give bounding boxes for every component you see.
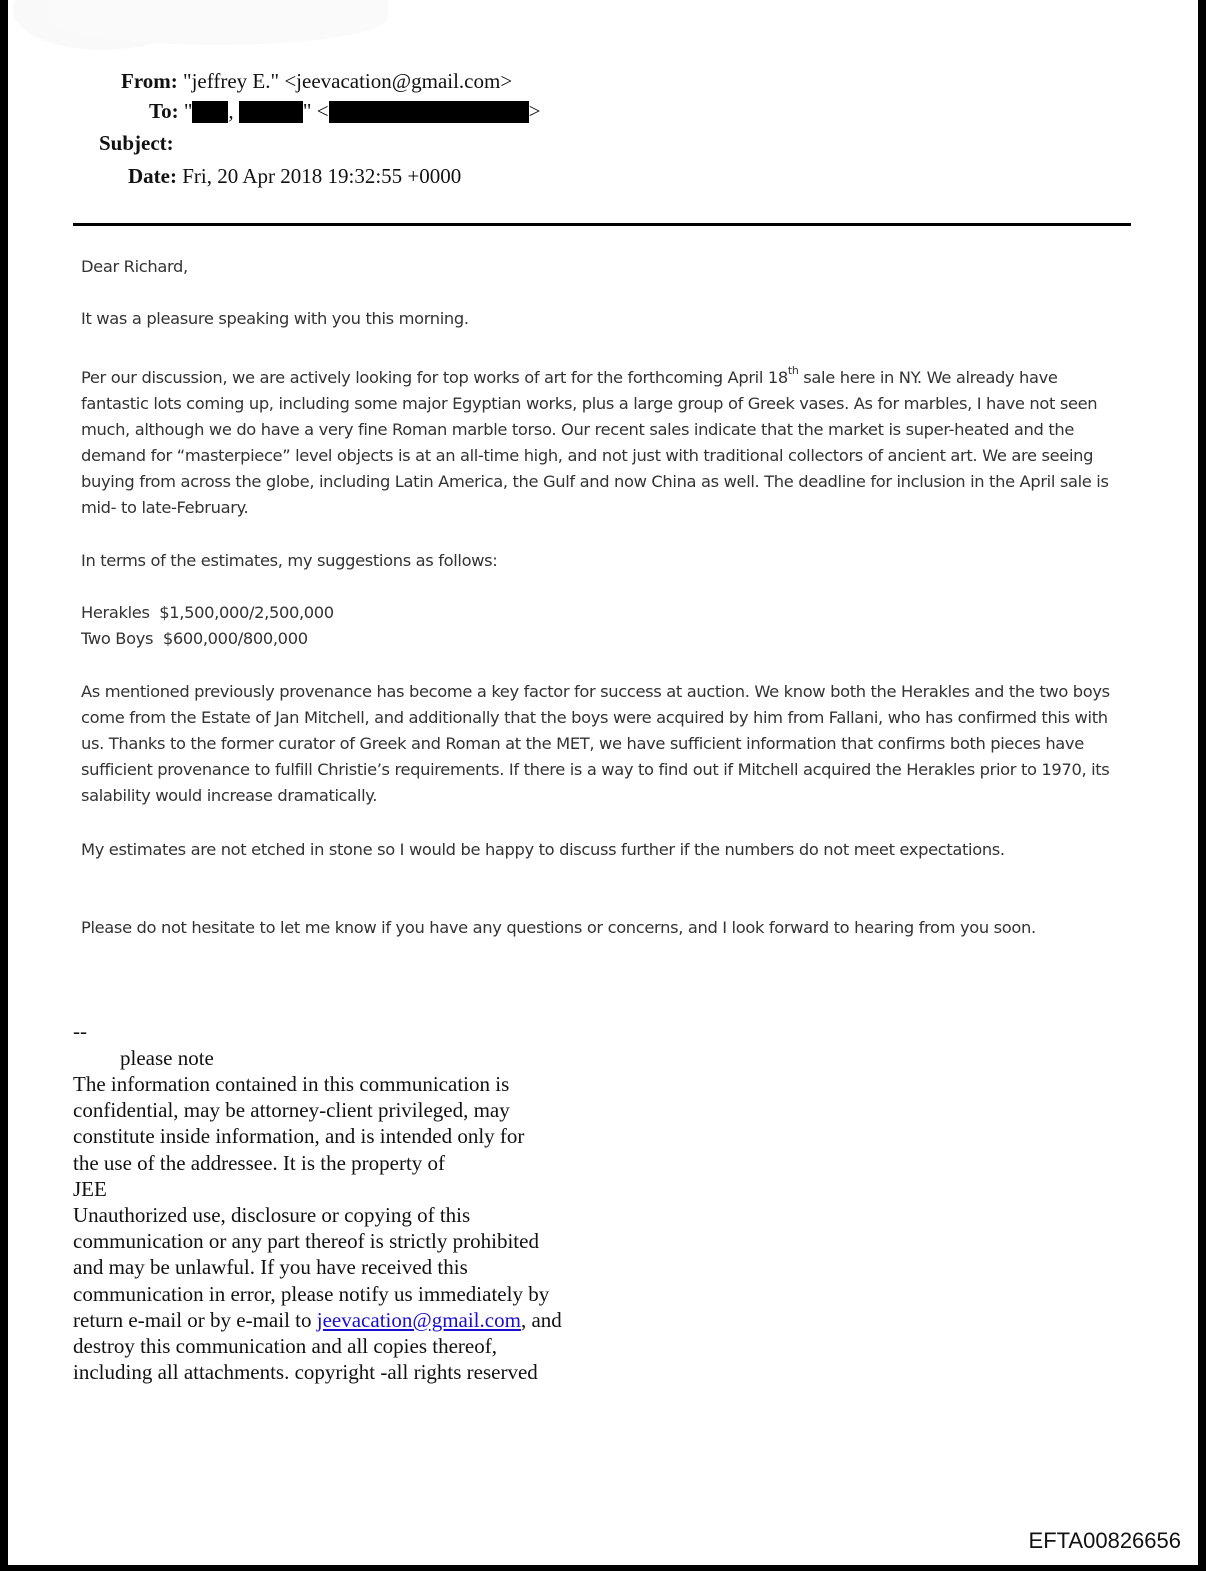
disclaimer-line: the use of the addressee. It is the property of [73, 1150, 446, 1175]
paragraph-text: Please do not hesitate to let me know if you have any questions or concerns, and I look forward to hearing from you soon. [81, 918, 1036, 937]
superscript: th [787, 364, 799, 377]
estimate-value: $600,000/800,000 [162, 629, 308, 648]
disclaimer-line: JEE [73, 1176, 107, 1201]
paragraph-text [81, 365, 1126, 521]
disclaimer-title: please note [120, 1046, 214, 1070]
redaction-block [329, 101, 529, 123]
paragraph-3 [81, 548, 1131, 574]
signature-separator: -- [73, 1019, 87, 1043]
header-date [128, 164, 461, 189]
paragraph-text: My estimates are not etched in stone so I would be happy to discuss further if the numbers do not meet expectations. [81, 840, 1005, 859]
greeting-text: Dear Richard, [81, 257, 188, 276]
text-run: , and [520, 1307, 562, 1332]
date-label: Date: [128, 164, 177, 188]
disclaimer-line: The information contained in this communication is [73, 1072, 510, 1096]
document-page [8, 0, 1198, 1565]
disclaimer-line: and may be unlawful. If you have received this [73, 1255, 468, 1280]
comma: , [228, 99, 234, 123]
paragraph-4 [81, 679, 1126, 809]
estimate-row [81, 626, 1131, 652]
angle-bracket: < [316, 99, 329, 123]
disclaimer-line: destroy this communication and all copies thereof, [73, 1334, 497, 1359]
paragraph-6 [81, 915, 1131, 941]
header-subject [99, 131, 174, 156]
greeting [81, 254, 1131, 280]
disclaimer-line: communication or any part thereof is strictly prohibited [73, 1229, 539, 1254]
from-value: "jeffrey E." <jeevacation@gmail.com> [183, 69, 513, 93]
header-to [149, 99, 540, 124]
angle-bracket: > [528, 99, 541, 123]
redaction-block [192, 101, 228, 123]
from-label: From: [121, 69, 178, 93]
paragraph-text: As mentioned previously provenance has become a key factor for success at auction. We know both the Herakles and the two boys come from the Estate of Jan Mitchell, and additionally that the boys were acquired by him from Fallani, who has confirmed this with us. Thanks to the former curator of Greek and Roman at the MET, we have sufficient information that confirms both pieces have sufficient provenance to fulfill Christie’s requirements. If there is a way to find out if Mitchell acquired the Herakles prior to 1970, its salability would increase dramatically. [81, 682, 1110, 805]
header-from [121, 69, 512, 94]
subject-label: Subject: [99, 131, 174, 155]
disclaimer [73, 1071, 562, 1385]
estimate-row [81, 600, 1131, 626]
redaction-block [239, 101, 303, 123]
text-run: sale here in NY. We already have fantastic lots coming up, including some major Egyptian works, plus a large group of Greek vases. As for marbles, I have not seen much, although we do have a very fine Roman marble torso. Our recent sales indicate that the market is super-heated and the demand for “masterpiece” level objects is at an all-time high, and not just with traditional collectors of ancient art. We are seeing buying from across the globe, including Latin America, the Gulf and now China as well. The deadline for inclusion in the April sale is mid- to late-February. [81, 368, 1109, 517]
paragraph-text: In terms of the estimates, my suggestions as follows: [81, 551, 498, 570]
paragraph-2 [81, 365, 1126, 521]
to-label: To: [149, 99, 179, 123]
estimate-value: $1,500,000/2,500,000 [159, 603, 334, 622]
disclaimer-line: including all attachments. copyright -all rights reserved [73, 1360, 538, 1385]
quote: " [302, 99, 312, 123]
quote: " [183, 99, 193, 123]
paragraph-1 [81, 306, 1131, 332]
text-run: return e-mail or by e-mail to [73, 1307, 317, 1332]
estimates-list [81, 600, 1131, 652]
disclaimer-line: Unauthorized use, disclosure or copying of this [73, 1203, 471, 1228]
paragraph-5 [81, 837, 1041, 863]
email-link[interactable]: jeevacation@gmail.com [316, 1307, 521, 1332]
disclaimer-line: communication in error, please notify us immediately by [73, 1281, 550, 1306]
disclaimer-line [73, 1307, 562, 1333]
header-divider [73, 223, 1131, 226]
disclaimer-line: constitute inside information, and is intended only for [73, 1124, 525, 1149]
text-run: Per our discussion, we are actively looking for top works of art for the forthcoming April 18 [81, 368, 788, 387]
date-value: Fri, 20 Apr 2018 19:32:55 +0000 [182, 164, 462, 188]
paragraph-text: It was a pleasure speaking with you this morning. [81, 309, 469, 328]
document-id: EFTA00826656 [1028, 1528, 1181, 1553]
estimate-item: Two Boys [81, 629, 154, 648]
estimate-item: Herakles [81, 603, 150, 622]
disclaimer-line: confidential, may be attorney-client privileged, may [73, 1098, 510, 1123]
